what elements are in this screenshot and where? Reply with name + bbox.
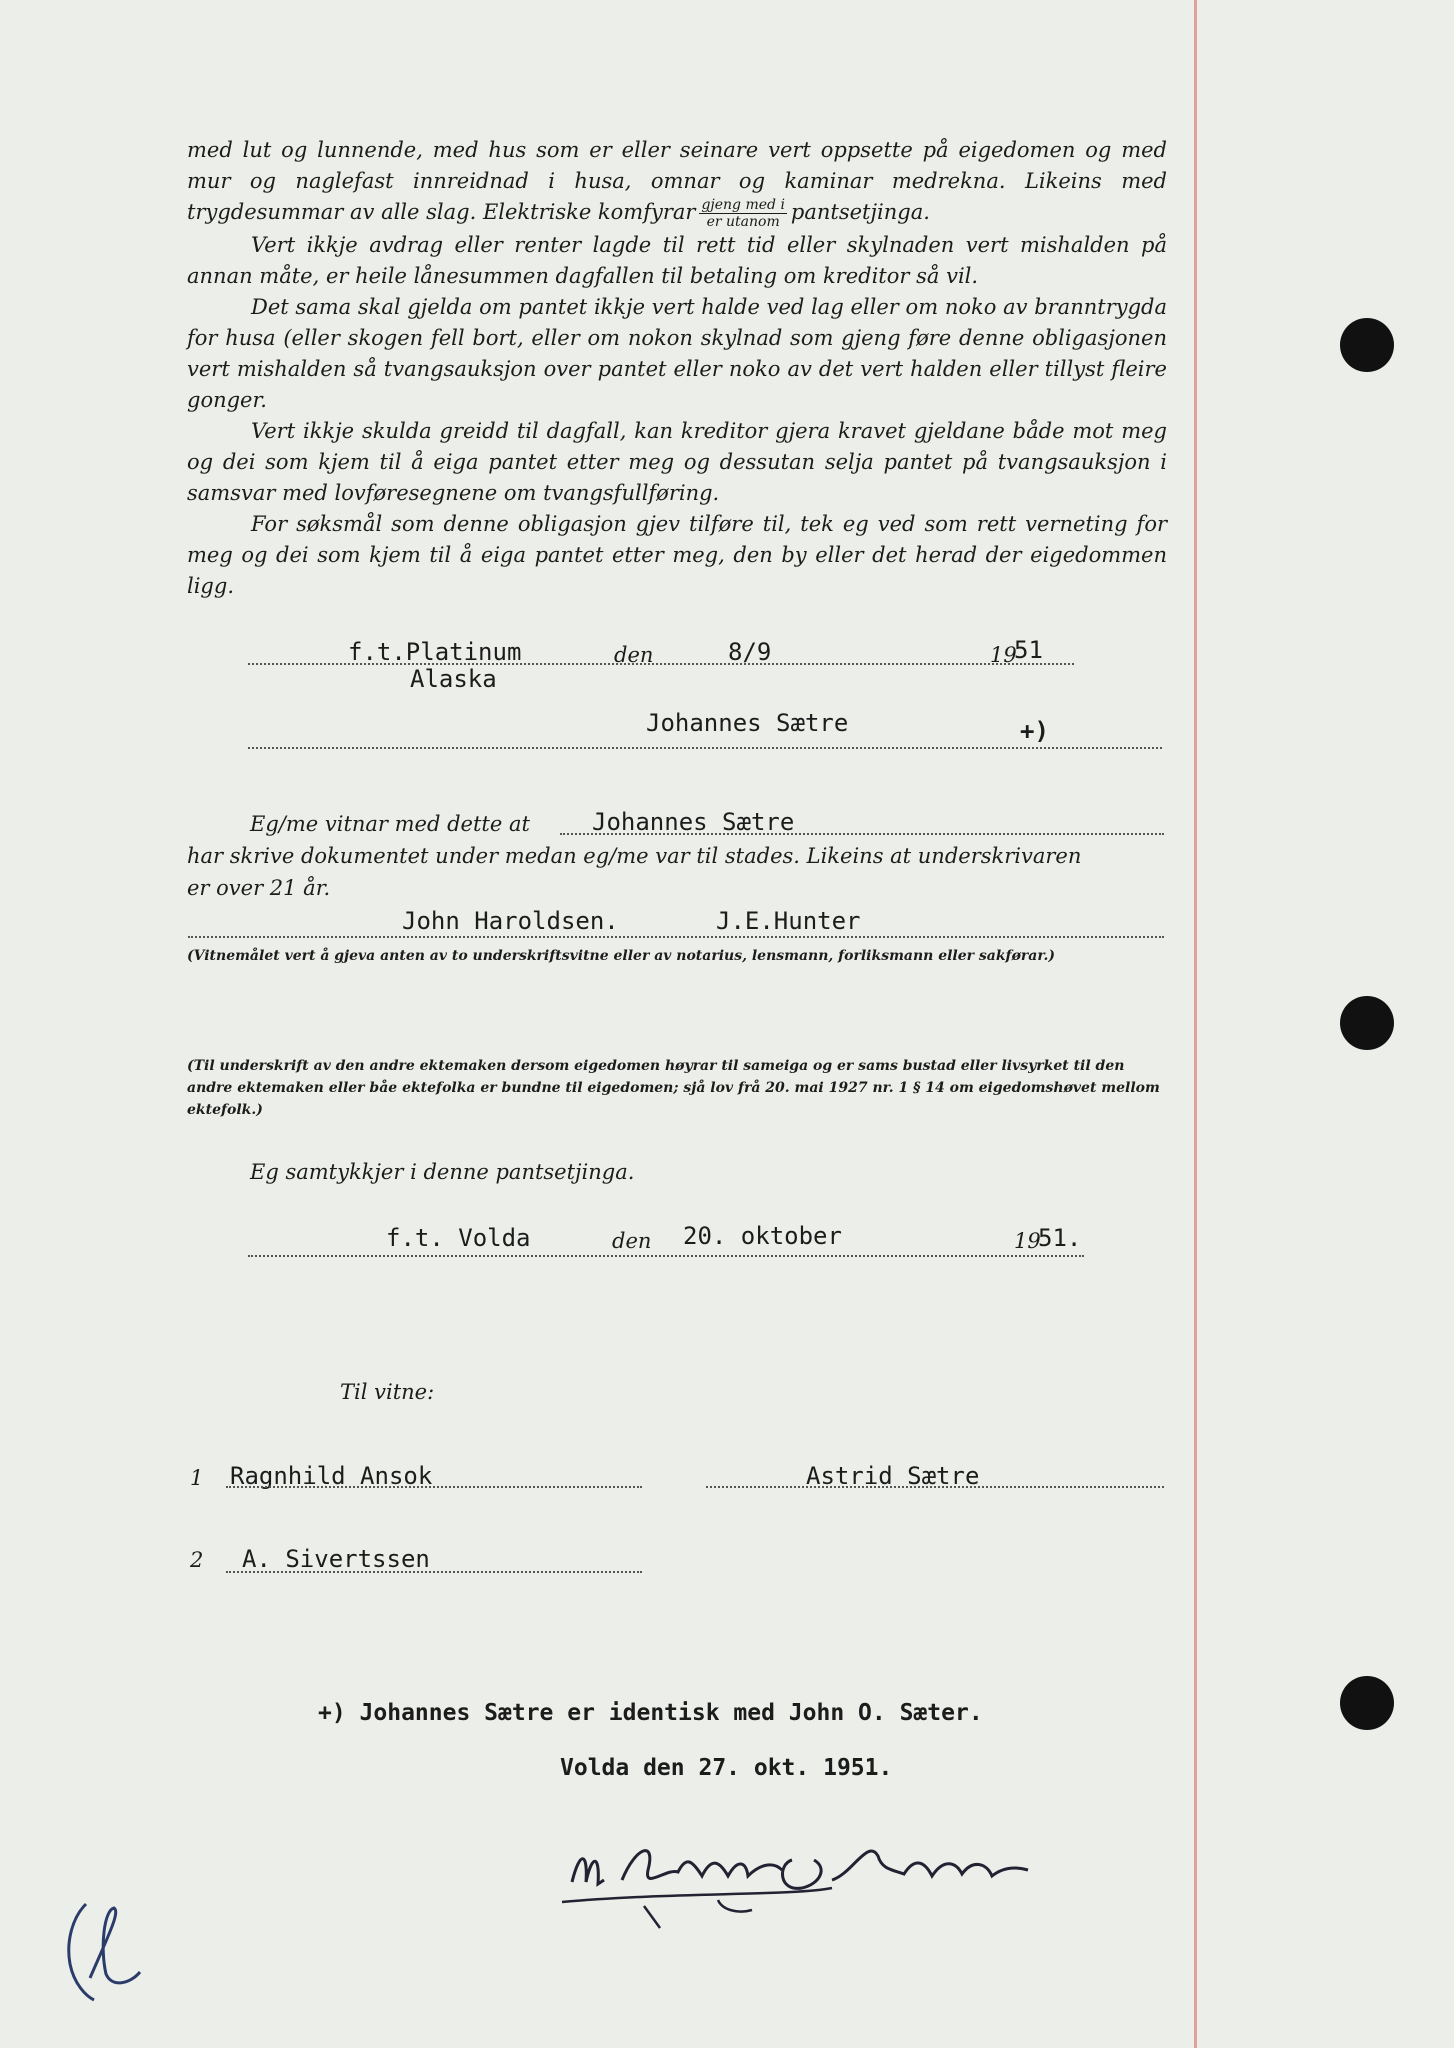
- date-1: 8/9: [728, 638, 772, 666]
- dotted-line: [226, 1571, 642, 1573]
- witness-name-2: A. Sivertssen: [242, 1545, 430, 1573]
- witness-statement-line3: er over 21 år.: [187, 876, 331, 900]
- dotted-line: [706, 1486, 1164, 1488]
- year-prefix-1: 19: [990, 643, 1017, 667]
- til-vitne-label: Til vitne:: [340, 1380, 435, 1404]
- fraction: $\frac{\text{gjeng med i}}{\text{er utanom}}$: [701, 197, 785, 230]
- footnote-line1: +) Johannes Sætre er identisk med John O. Sæter.: [318, 1700, 983, 1726]
- body-text: [187, 135, 1167, 602]
- witness-name-1-right: Astrid Sætre: [806, 1462, 980, 1490]
- dotted-line: [560, 833, 1164, 835]
- witness-number-2: 2: [190, 1548, 204, 1572]
- witness-name-1: Ragnhild Ansok: [230, 1462, 433, 1490]
- signer-mark: +): [1020, 717, 1049, 745]
- witness-statement-name: Johannes Sætre: [592, 808, 795, 836]
- spouse-note: (Til underskrift av den andre ektemaken dersom eigedomen høyrar til sameiga og er sams bustad eller livsyrket til den andre ektemaken eller båe ektefolka er bundne til eigedomen; sjå lov frå 20. mai 1927 nr. 1 § 14 om eigedomshøvet mellom ektefolk.): [187, 1058, 1160, 1118]
- place-1-line2: Alaska: [410, 665, 497, 693]
- dotted-line: [226, 1486, 642, 1488]
- paragraph-5: For søksmål som denne obligasjon gjev tilføre til, tek eg ved som rett verneting for meg og dei som kjem til å eiga pantet etter meg, den by eller det herad der eigedommen ligg.: [187, 512, 1167, 598]
- paragraph-3: Det sama skal gjelda om pantet ikkje vert halde ved lag eller om noko av branntrygda for husa (eller skogen fell bort, eller om nokon skylnad som gjeng føre denne obligasjonen vert mishalden så tvangsauksjon over pantet eller noko av det vert halden eller tillyst fleire gonger.: [187, 295, 1167, 412]
- den-label-2: den: [612, 1229, 652, 1253]
- paragraph-1: med lut og lunnende, med hus som er eller seinare vert oppsette på eigedomen og med mur og naglefast innreidnad i husa, omnar og kaminar medrekna. Likeins med trygdesummar av alle slag. Elektriske komfyrar $\frac{\text{gjeng med i}}{\text{er utanom}}$ pantsetjinga.: [187, 138, 1167, 230]
- handwritten-initials: [50, 1868, 150, 2018]
- year-suffix-2: 51.: [1038, 1224, 1082, 1252]
- witness-typed-2: J.E.Hunter: [716, 907, 861, 935]
- consent-place: f.t. Volda: [386, 1224, 531, 1252]
- consent-text: Eg samtykkjer i denne pantsetjinga.: [250, 1160, 635, 1184]
- witness-statement-prefix: Eg/me vitnar med dette at: [250, 812, 530, 836]
- witness-number-1: 1: [190, 1466, 204, 1490]
- witness-note: (Vitnemålet vert å gjeva anten av to underskriftsvitne eller av notarius, lensmann, forliksmann eller sakførar.): [187, 948, 1055, 964]
- year-prefix-2: 19: [1014, 1229, 1041, 1253]
- dotted-line: [248, 663, 1074, 665]
- year-suffix-1: 51: [1014, 636, 1043, 664]
- dotted-line: [248, 747, 1162, 749]
- witness-typed-1: John Haroldsen.: [402, 907, 619, 935]
- punch-hole: [1340, 318, 1394, 372]
- punch-hole: [1340, 1676, 1394, 1730]
- punch-hole: [1340, 996, 1394, 1050]
- signer-name: Johannes Sætre: [646, 709, 849, 737]
- paragraph-2: Vert ikkje avdrag eller renter lagde til rett tid eller skylnaden vert mishalden på annan måte, er heile lånesummen dagfallen til betaling om kreditor så vil.: [187, 233, 1167, 288]
- den-label-1: den: [614, 643, 654, 667]
- footnote-line2: Volda den 27. okt. 1951.: [560, 1755, 893, 1781]
- handwritten-signature: [552, 1810, 1062, 1940]
- paragraph-4: Vert ikkje skulda greidd til dagfall, kan kreditor gjera kravet gjeldane både mot meg og dei som kjem til å eiga pantet etter meg og dessutan selja pantet på tvangsauksjon i samsvar med lovføresegnene om tvangsfullføring.: [187, 419, 1167, 505]
- consent-date: 20. oktober: [683, 1222, 842, 1250]
- witness-statement-line2: har skrive dokumentet under medan eg/me var til stades. Likeins at underskrivaren: [187, 844, 1082, 868]
- margin-rule: [1194, 0, 1197, 2048]
- place-1: f.t.Platinum: [348, 638, 522, 666]
- dotted-line: [188, 936, 1164, 938]
- dotted-line: [248, 1255, 1084, 1257]
